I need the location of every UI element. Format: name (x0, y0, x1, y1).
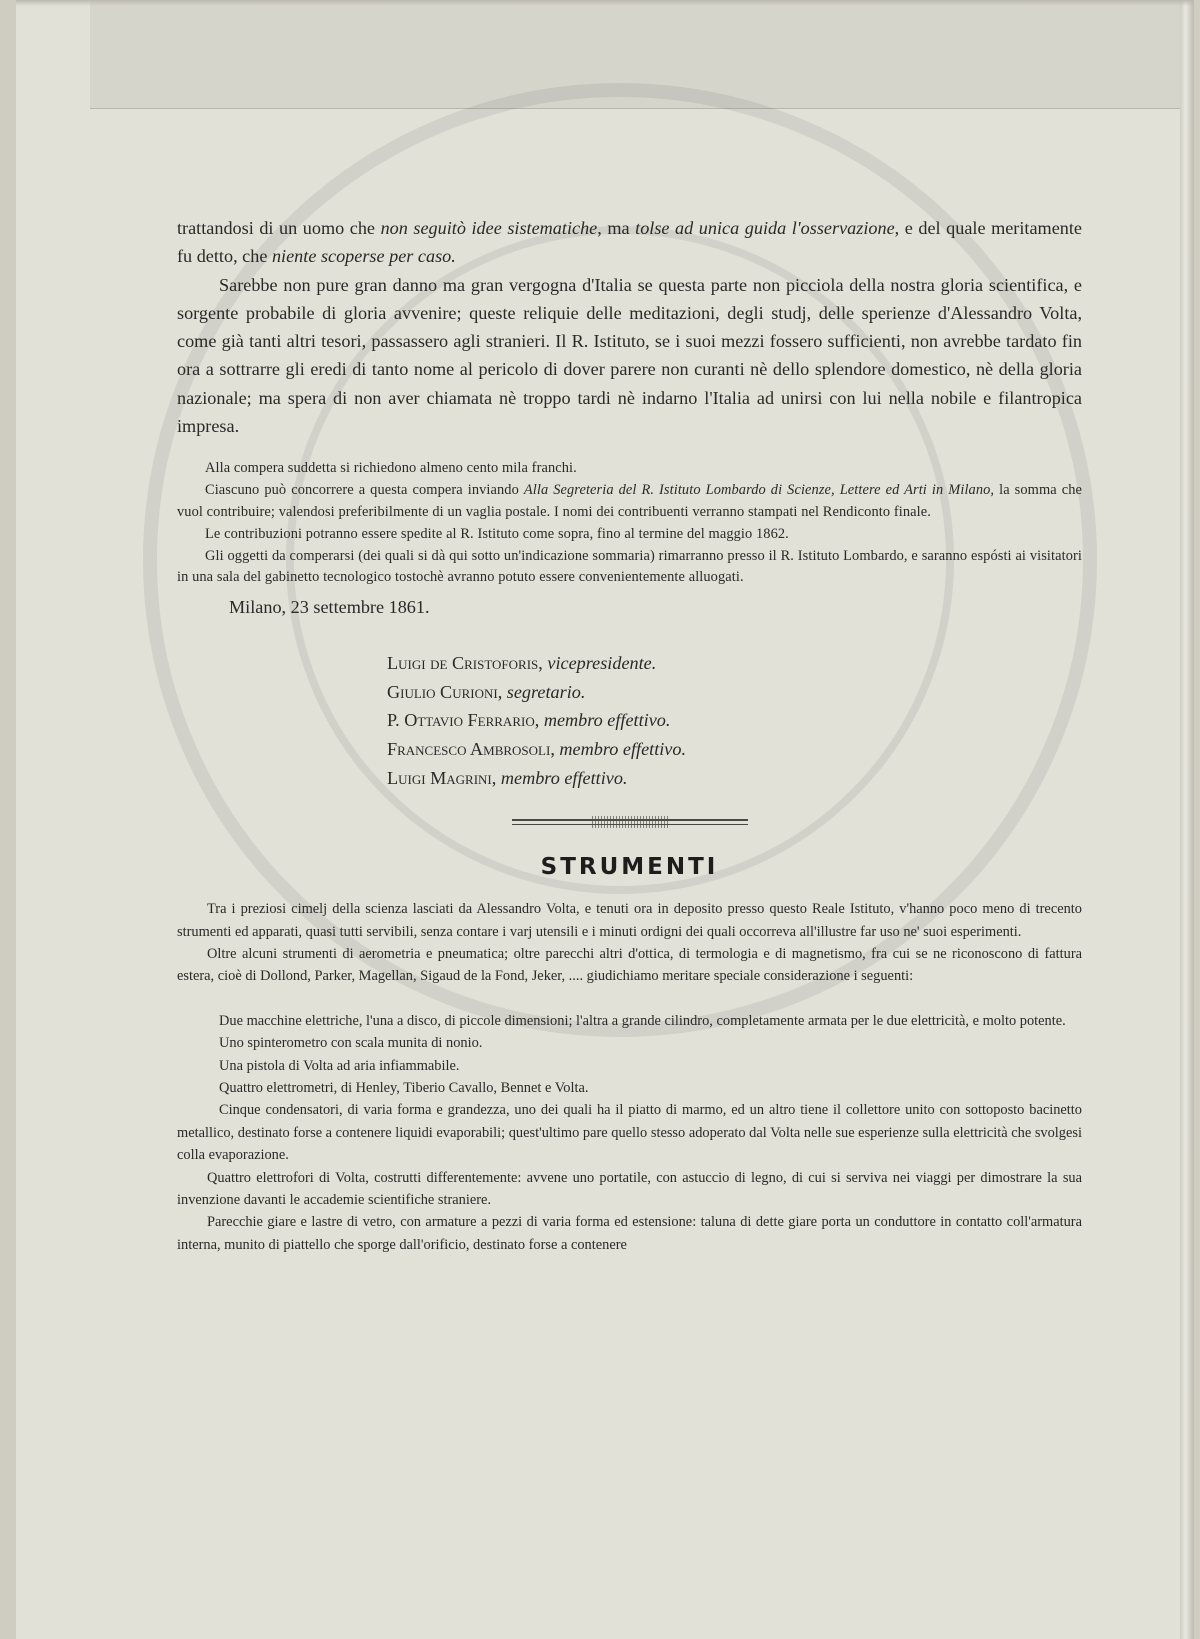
signatures-block (387, 649, 1082, 792)
signatory-name: P. Ottavio Ferrario (387, 710, 535, 731)
signatory-role: membro effettivo. (559, 738, 687, 759)
subscription-notes (177, 458, 1082, 589)
text-run: trattandosi di un uomo che (177, 218, 381, 238)
text-run: la somma che vuol contribuire; valendosi preferibilmente di un vaglia postale. I nomi dei contribuenti verranno stampati nel Rendiconto finale. (177, 482, 1082, 520)
italic-run: Alla Segreteria del R. Istituto Lombardo di Scienze, Lettere ed Arti in Milano, (523, 482, 995, 499)
signature-line: Francesco Ambrosoli, membro effettivo. (387, 738, 687, 759)
signatory-role: segretario. (506, 681, 586, 702)
note-how-to-contribute (177, 480, 1082, 524)
note-exhibition: Gli oggetti da comperarsi (dei quali si dà qui sotto un'indicazione sommaria) rimarranno presso il R. Istituto Lombardo, e saranno espósti ai visitatori in una sala del gabinetto tecnologico tostochè avranno potuto essere convenientemente alluogati. (177, 547, 1082, 586)
instruments-intro (177, 898, 1082, 988)
list-item: Quattro elettrometri, di Henley, Tiberio Cavallo, Bennet e Volta. (219, 1079, 589, 1096)
list-item: Due macchine elettriche, l'una a disco, di piccole dimensioni; l'altra a grande cilindro, completamente armata per le due elettricità, e molto potente. (219, 1012, 1066, 1029)
section-heading: STRUMENTI (540, 854, 719, 881)
italic-run: niente scoperse per caso. (271, 246, 456, 267)
signatory-name: Giulio Curioni (387, 681, 498, 702)
document-body (177, 214, 1082, 1256)
list-item: Uno spinterometro con scala munita di nonio. (219, 1035, 483, 1052)
instruments-list (177, 1010, 1082, 1256)
signatory-role: membro effettivo. (500, 767, 628, 788)
list-item: Parecchie giare e lastre di vetro, con armature a pezzi di varia forma ed estensione: taluna di dette giare porta un conduttore in contatto coll'armatura interna, munito di piattello che sporge dall'orificio, destinato forse a contenere (177, 1214, 1082, 1253)
signatory-name: Luigi Magrini (387, 767, 492, 788)
signature-line: Giulio Curioni, segretario. (387, 681, 586, 702)
signature-line: Luigi de Cristoforis, vicepresidente. (387, 653, 657, 674)
place-date: Milano, 23 settembre 1861. (229, 597, 430, 618)
appeal-text (177, 214, 1082, 440)
top-shadow (16, 0, 1194, 6)
italic-run: non seguitò idee sistematiche (380, 218, 598, 238)
intro-paragraph-2: Oltre alcuni strumenti di aerometria e pneumatica; oltre parecchi altri d'ottica, di termologia e di magnetismo, fra cui se ne riconoscono di fattura estera, cioè di Dollond, Parker, Magellan, Sigaud de la Fond, Jeker, .... giudichiamo meritare speciale considerazione i seguenti: (177, 945, 1082, 985)
ornamental-divider (512, 816, 748, 828)
text-run: , ma (597, 218, 636, 238)
text-run: Ciascuno può concorrere a questa compera inviando (205, 482, 524, 499)
note-deadline: Le contribuzioni potranno essere spedite al R. Istituto come sopra, fino al termine del maggio 1862. (205, 525, 789, 542)
text-run: , e del quale meritamente fu detto, che (177, 218, 1082, 267)
signature-line: P. Ottavio Ferrario, membro effettivo. (387, 710, 671, 731)
signatory-name: Francesco Ambrosoli (387, 738, 551, 759)
underlying-sheet-edge (90, 0, 1194, 109)
binding-edge (1180, 0, 1194, 1639)
list-item: Una pistola di Volta ad aria infiammabile. (219, 1057, 460, 1074)
signatory-name: Luigi de Cristoforis (387, 653, 539, 674)
signatory-role: membro effettivo. (543, 710, 671, 731)
note-amount: Alla compera suddetta si richiedono almeno cento mila franchi. (205, 460, 577, 477)
list-item: Quattro elettrofori di Volta, costrutti differentemente: avvene uno portatile, con astuccio di legno, di cui si serviva nei viaggi per dimostrare la sua invenzione davanti le accademie scientifiche straniere. (177, 1169, 1082, 1208)
intro-paragraph-1: Tra i preziosi cimelj della scienza lasciati da Alessandro Volta, e tenuti ora in deposito presso questo Reale Istituto, v'hanno poco meno di trecento strumenti ed apparati, quasi tutti servibili, senza contare i varj utensili e i minuti ordigni dei quali occorreva all'illustre far uso ne' suoi esperimenti. (177, 901, 1082, 940)
list-item: Cinque condensatori, di varia forma e grandezza, uno dei quali ha il piatto di marmo, ed un altro tiene il collettore unito con sottoposto bacinetto metallico, destinato forse a contenere liquidi evaporabili; quest'ultimo pare quello stesso adoperato dal Volta nelle sue esperienze sulla elettricità che svolgesi colla evaporazione. (177, 1102, 1082, 1164)
appeal-paragraph-2: Sarebbe non pure gran danno ma gran vergogna d'Italia se questa parte non picciola della nostra gloria scientifica, e sorgente probabile di gloria avvenire; queste reliquie delle meditazioni, degli studj, delle sperienze d'Alessandro Volta, come già tanti altri tesori, passassero agli stranieri. Il R. Istituto, se i suoi mezzi fossero sufficienti, non avrebbe tardato fin ora a sottrarre gli eredi di tanto nome al pericolo di dover parere non curanti nè dello splendore domestico, nè della gloria nazionale; ma spera di non aver chiamata nè troppo tardi nè indarno l'Italia ad unirsi con lui nella nobile e filantropica impresa. (177, 274, 1082, 437)
signatory-role: vicepresidente. (547, 653, 657, 674)
signature-line: Luigi Magrini, membro effettivo. (387, 767, 628, 788)
italic-run: tolse ad unica guida l'osservazione (635, 218, 895, 238)
appeal-paragraph-1 (177, 214, 1082, 271)
